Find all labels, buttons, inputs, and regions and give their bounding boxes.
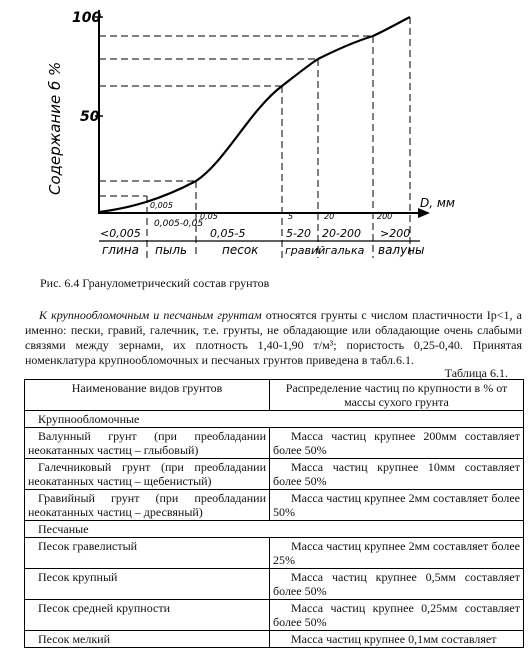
table-row (25, 428, 524, 459)
grading-curve (99, 17, 410, 212)
range-label-silt: 0,005-0,05 (154, 219, 204, 229)
table-row (25, 631, 524, 648)
range-label-boulder: >200 (380, 227, 411, 240)
row-name: Гравийный грунт (при преобладании неокатанных частиц – дресвяный) (25, 490, 270, 521)
row-name: Валунный грунт (при преобладании неокатанных частиц – глыбовый) (25, 428, 270, 459)
row-mass: Масса частиц крупнее 10мм составляет более 50% (270, 459, 524, 490)
paragraph-italic-lead: К крупнообломочным и песчаным грунтам (39, 308, 262, 322)
x-tick-label-200: 200 (377, 212, 393, 221)
row-name: Песок средней крупности (25, 600, 270, 631)
x-tick-label-5: 5 (288, 212, 294, 221)
y-tick-label-50: 50 (80, 109, 100, 125)
section-sandy: Песчаные (25, 521, 524, 538)
soil-classification-table (24, 379, 524, 648)
body-paragraph (25, 308, 522, 368)
x-tick-label-005: 0,05 (200, 212, 218, 221)
soil-name-clay: глина (102, 243, 139, 257)
soil-name-gravel: гравий (285, 244, 326, 257)
soil-name-boulder: валуны (378, 243, 425, 257)
table-label: Таблица 6.1. (444, 366, 508, 380)
table-row (25, 538, 524, 569)
paragraph-text: относятся грунты с числом пластичности Ip<1, а именно: пески, гравий, галечник, т.е. грунты, не обладающие или обладающие очень слабыми связями между зернами, их плотность 1,40-1,90 т/м³; пористость 0,25-0,40. Принятая номенклатура крупнообломочных и песчаных грунтов приведена в табл.6.1. (25, 308, 522, 367)
header-soil-type: Наименование видов грунтов (25, 380, 270, 411)
range-label-gravel: 5-20 (286, 227, 311, 240)
row-mass: Масса частиц крупнее 200мм составляет более 50% (270, 428, 524, 459)
section-row (25, 411, 524, 428)
row-name: Песок крупный (25, 569, 270, 600)
table-row (25, 490, 524, 521)
soil-name-pebble: галька (325, 244, 365, 257)
y-axis-label: Содержание б % (46, 61, 64, 195)
granulometric-figure (0, 0, 530, 275)
x-tick-label-0005: 0,005 (150, 201, 173, 210)
table-row (25, 600, 524, 631)
row-name: Песок гравелистый (25, 538, 270, 569)
soil-name-silt: пыль (155, 243, 188, 257)
x-axis-label: D, мм (420, 196, 455, 210)
soil-name-sand: песок (222, 243, 259, 257)
row-name: Галечниковый грунт (при преобладании неокатанных частиц – щебенистый) (25, 459, 270, 490)
figure-caption: Рис. 6.4 Гранулометрический состав грунтов (40, 276, 270, 290)
section-coarse: Крупнообломочные (25, 411, 524, 428)
range-label-clay: <0,005 (100, 227, 141, 240)
table-header-row (25, 380, 524, 411)
header-particle-distribution: Распределение частиц по крупности в % от массы сухого грунта (270, 380, 524, 411)
section-row (25, 521, 524, 538)
table-row (25, 569, 524, 600)
row-mass: Масса частиц крупнее 0,25мм составляет более 50% (270, 600, 524, 631)
y-tick-label-100: 100 (72, 10, 102, 26)
range-label-sand: 0,05-5 (210, 227, 246, 240)
row-mass: Масса частиц крупнее 0,5мм составляет более 50% (270, 569, 524, 600)
row-name: Песок мелкий (25, 631, 270, 648)
row-mass: Масса частиц крупнее 2мм составляет более 25% (270, 538, 524, 569)
range-label-pebble: 20-200 (322, 227, 361, 240)
x-tick-label-20: 20 (324, 212, 335, 221)
table-row (25, 459, 524, 490)
row-mass: Масса частиц крупнее 2мм составляет более 50% (270, 490, 524, 521)
horizontal-guides (99, 36, 373, 196)
row-mass: Масса частиц крупнее 0,1мм составляет (270, 631, 524, 648)
